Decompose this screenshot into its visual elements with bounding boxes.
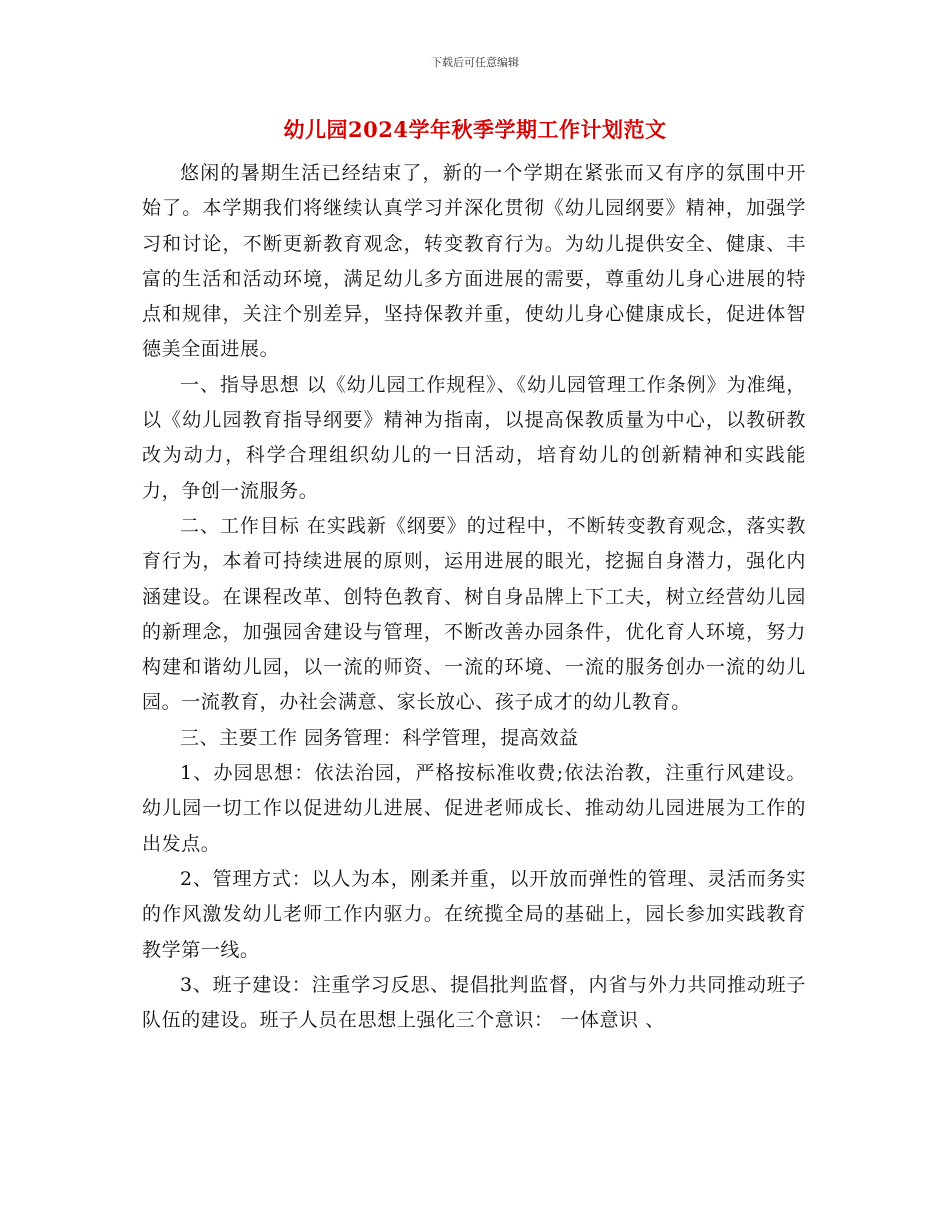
header-note: 下载后可任意编辑 [431, 56, 519, 69]
paragraph-item-2: 2、管理方式：以人为本，刚柔并重，以开放而弹性的管理、灵活而务实的作风激发幼儿老师工作内驱力。在统揽全局的基础上，园长参加实践教育教学第一线。 [142, 867, 806, 961]
document-body [142, 156, 806, 1038]
paragraph-item-3: 3、班子建设：注重学习反思、提倡批判监督，内省与外力共同推动班子队伍的建设。班子人员在思想上强化三个意识： 一体意识 、 [142, 973, 806, 1032]
paragraph-intro: 悠闲的暑期生活已经结束了，新的一个学期在紧张而又有序的氛围中开始了。本学期我们将继续认真学习并深化贯彻《幼儿园纲要》精神，加强学习和讨论，不断更新教育观念，转变教育行为。为幼儿提供安全、健康、丰富的生活和活动环境，满足幼儿多方面进展的需要，尊重幼儿身心进展的特点和规律，关注个别差异，坚持保教并重，使幼儿身心健康成长，促进体智德美全面进展。 [142, 162, 806, 361]
document-title: 幼儿园2024学年秋季学期工作计划范文 [283, 117, 667, 142]
paragraph-work-goals: 二、工作目标 在实践新《纲要》的过程中，不断转变教育观念，落实教育行为，本着可持续进展的原则，运用进展的眼光，挖掘自身潜力，强化内涵建设。在课程改革、创特色教育、树自身品牌上下工夫，树立经营幼儿园的新理念，加强园舍建设与管理，不断改善办园条件，优化育人环境，努力构建和谐幼儿园，以一流的师资、一流的环境、一流的服务创办一流的幼儿园。一流教育，办社会满意、家长放心、孩子成才的幼儿教育。 [142, 514, 806, 714]
paragraph-item-1: 1、办园思想：依法治园，严格按标准收费;依法治教，注重行风建设。幼儿园一切工作以促进幼儿进展、促进老师成长、推动幼儿园进展为工作的出发点。 [142, 762, 806, 855]
paragraph-guiding-ideology: 一、指导思想 以《幼儿园工作规程》、《幼儿园管理工作条例》为准绳，以《幼儿园教育指导纲要》精神为指南，以提高保教质量为中心，以教研教改为动力，科学合理组织幼儿的一日活动，培育幼儿的创新精神和实践能力，争创一流服务。 [142, 373, 806, 502]
paragraph-main-work: 三、主要工作 园务管理：科学管理，提高效益 [180, 726, 579, 749]
